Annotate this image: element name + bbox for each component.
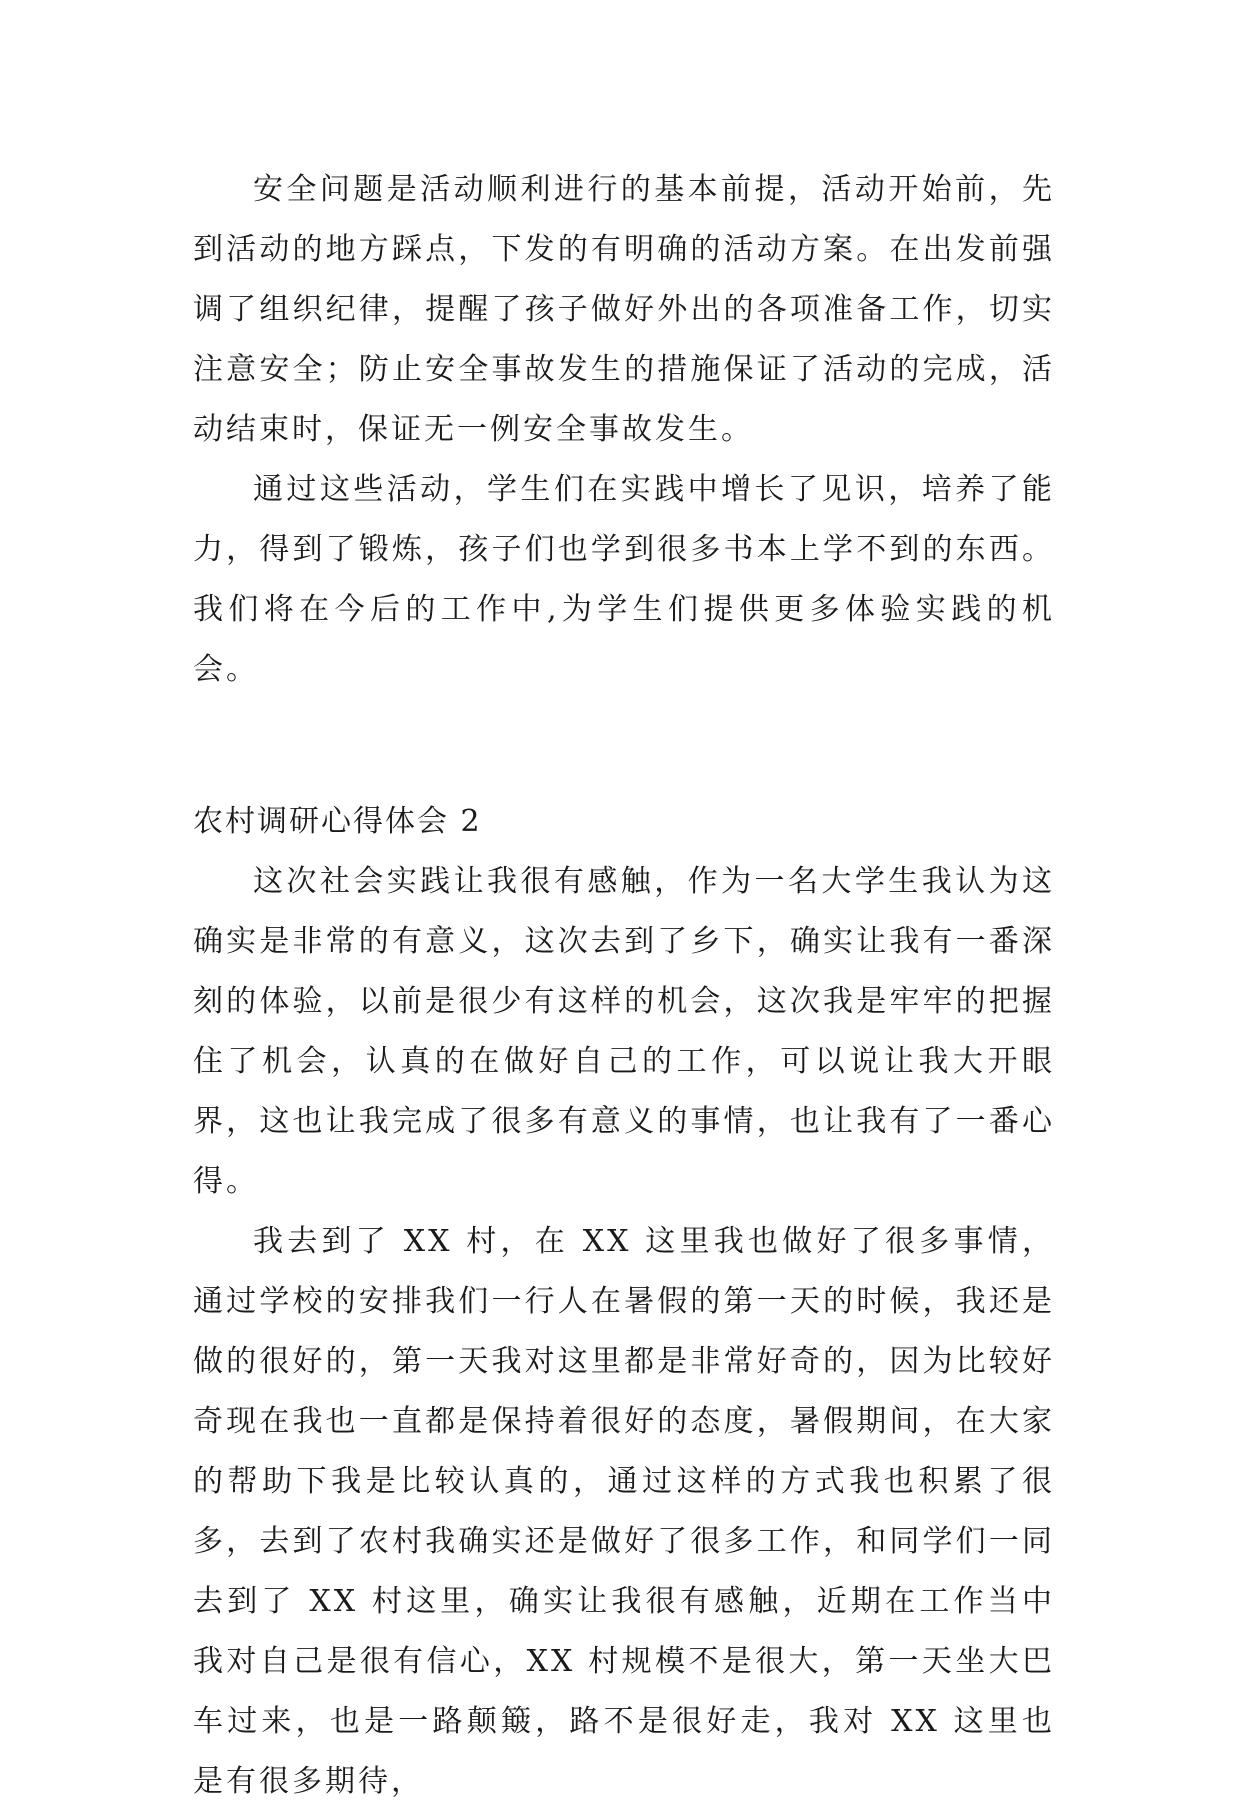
paragraph-social-practice: 这次社会实践让我很有感触，作为一名大学生我认为这确实是非常的有意义，这次去到了乡下，确实让我有一番深刻的体验，以前是很少有这样的机会，这次我是牢牢的把握住了机会，认真的在做好自己的工作，可以说让我大开眼界，这也让我完成了很多有意义的事情，也让我有了一番心得。: [193, 864, 1055, 1199]
section-heading: 农村调研心得体会 2: [193, 804, 482, 839]
paragraph-village-experience: 我去到了 XX 村，在 XX 这里我也做好了很多事情，通过学校的安排我们一行人在暑假的第一天的时候，我还是做的很好的，第一天我对这里都是非常好奇的，因为比较好奇现在我也一直都是保持着很好的态度，暑假期间，在大家的帮助下我是比较认真的，通过这样的方式我也积累了很多，去到了农村我确实还是做好了很多工作，和同学们一同去到了 XX 村这里，确实让我很有感触，近期在工作当中我对自己是很有信心，XX 村规模不是很大，第一天坐大巴车过来，也是一路颠簸，路不是很好走，我对 XX 这里也是有很多期待，: [193, 1224, 1055, 1799]
paragraph-activities-summary: 通过这些活动，学生们在实践中增长了见识，培养了能力，得到了锻炼，孩子们也学到很多书本上学不到的东西。我们将在今后的工作中,为学生们提供更多体验实践的机会。: [193, 472, 1055, 687]
document-body: [193, 160, 1055, 1812]
paragraph-safety: 安全问题是活动顺利进行的基本前提，活动开始前，先到活动的地方踩点，下发的有明确的活动方案。在出发前强调了组织纪律，提醒了孩子做好外出的各项准备工作，切实注意安全；防止安全事故发生的措施保证了活动的完成，活动结束时，保证无一例安全事故发生。: [193, 172, 1055, 447]
